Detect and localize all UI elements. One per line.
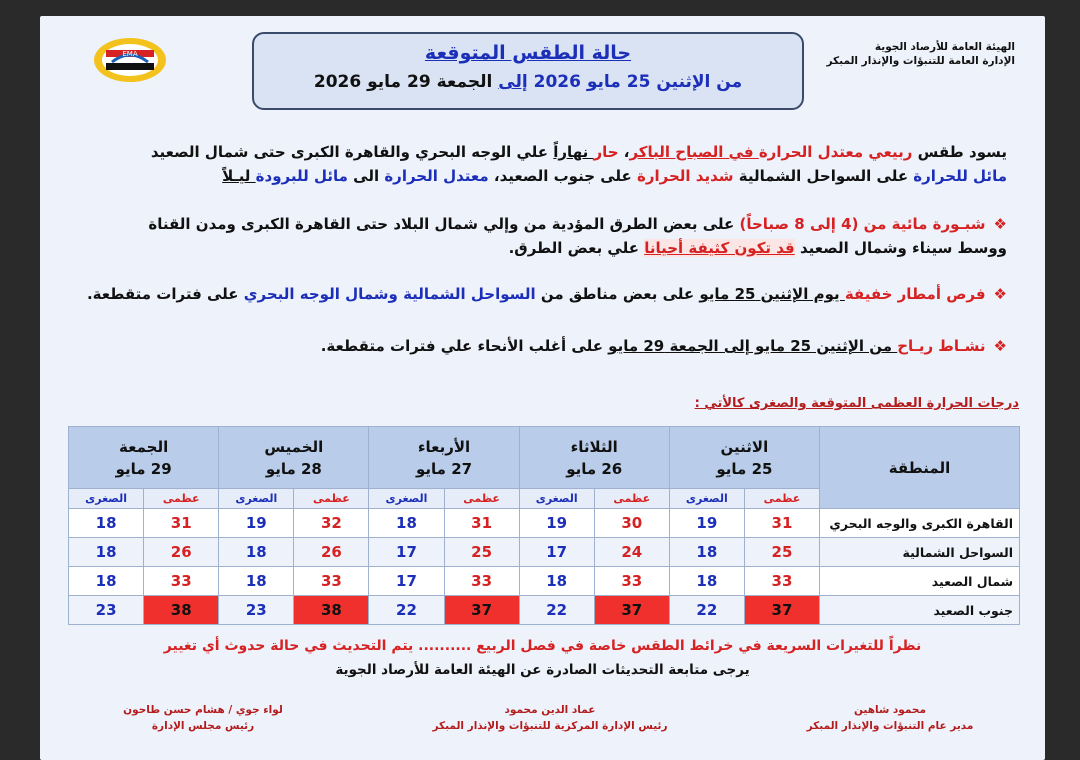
diamond-bullet-icon: ❖ <box>993 285 1007 303</box>
summary-line-1 <box>67 140 1007 164</box>
bullet-text: يوم الإثنين 25 مايو <box>699 285 845 303</box>
signature-name: محمود شاهين <box>853 704 927 716</box>
min-label: الصغرى <box>369 489 444 509</box>
ema-logo-icon <box>92 36 168 84</box>
region-cell: القاهرة الكبرى والوجه البحري <box>820 509 1020 538</box>
weather-summary <box>67 140 1007 188</box>
max-temp-cell: 33 <box>444 567 519 596</box>
min-temp-cell: 18 <box>69 567 144 596</box>
max-temp-cell-hot: 37 <box>444 596 519 625</box>
max-temp-cell: 25 <box>744 538 819 567</box>
max-label: عظمى <box>444 489 519 509</box>
max-temp-cell: 24 <box>594 538 669 567</box>
bulletin-page <box>40 16 1045 760</box>
diamond-bullet-icon: ❖ <box>993 337 1007 355</box>
max-temp-cell: 30 <box>594 509 669 538</box>
min-label: الصغرى <box>669 489 744 509</box>
min-temp-cell: 18 <box>219 538 294 567</box>
table-row <box>69 509 1020 538</box>
bullet-highlight: نشـاط ريـاح <box>897 337 986 355</box>
max-label: عظمى <box>294 489 369 509</box>
org-line-2: الإدارة العامة للتنبؤات والإنذار المبكر <box>826 55 1015 67</box>
max-temp-cell-hot: 37 <box>744 596 819 625</box>
signature-block <box>98 702 308 734</box>
page-title: حالة الطقس المتوقعة <box>424 42 632 64</box>
day-header: الأربعاء 27 مايو <box>369 427 519 489</box>
table-day-header-row <box>69 427 1020 489</box>
temperature-table-heading: درجات الحرارة العظمى المتوقعة والصغرى كالأتي : <box>694 396 1019 411</box>
max-temp-cell: 33 <box>294 567 369 596</box>
summary-text: علي الوجه البحري والقاهرة الكبرى حتى شمال الصعيد <box>150 143 554 161</box>
period-to: الجمعة 29 مايو 2026 <box>313 72 493 92</box>
max-label: عظمى <box>744 489 819 509</box>
min-temp-cell: 18 <box>219 567 294 596</box>
signature-name: عماد الدين محمود <box>504 704 596 716</box>
min-temp-cell: 23 <box>69 596 144 625</box>
period-to-word: إلى <box>498 72 528 92</box>
summary-text: نهاراً <box>553 143 594 161</box>
max-temp-cell: 26 <box>294 538 369 567</box>
signature-role: رئيس مجلس الإدارة <box>151 720 255 732</box>
min-temp-cell: 18 <box>369 509 444 538</box>
min-temp-cell: 18 <box>69 509 144 538</box>
bullet-text: ووسط سيناء وشمال الصعيد <box>794 239 1007 257</box>
summary-highlight: في الصباح الباكر <box>629 143 759 161</box>
region-cell: السواحل الشمالية <box>820 538 1020 567</box>
bullet-text: على فترات متقطعة. <box>86 285 244 303</box>
min-temp-cell: 19 <box>669 509 744 538</box>
max-temp-cell: 26 <box>144 538 219 567</box>
min-label: الصغرى <box>219 489 294 509</box>
day-header: الخميس 28 مايو <box>219 427 369 489</box>
summary-highlight: مائل للحرارة <box>913 167 1007 185</box>
table-row <box>69 567 1020 596</box>
bullet-text: علي بعض الطرق. <box>508 239 645 257</box>
max-temp-cell: 33 <box>594 567 669 596</box>
bullet-highlight: السواحل الشمالية وشمال الوجه البحري <box>243 285 536 303</box>
signature-role: رئيس الإدارة المركزية للتنبؤات والإنذار المبكر <box>432 720 668 732</box>
bullet-text: على أغلب الأنحاء علي فترات متقطعة. <box>320 337 609 355</box>
organization-name <box>795 40 1015 68</box>
bullet-fog <box>67 212 1007 260</box>
max-temp-cell-hot: 38 <box>144 596 219 625</box>
max-temp-cell: 25 <box>444 538 519 567</box>
max-temp-cell: 31 <box>744 509 819 538</box>
day-header: الجمعة 29 مايو <box>69 427 219 489</box>
min-temp-cell: 19 <box>219 509 294 538</box>
signature-role: مدير عام التنبؤات والإنذار المبكر <box>806 720 974 732</box>
min-temp-cell: 22 <box>669 596 744 625</box>
summary-text: ، <box>618 143 630 161</box>
bullet-text: على بعض مناطق من <box>535 285 700 303</box>
summary-highlight: حار <box>593 143 619 161</box>
summary-highlight: ربيعي معتدل الحرارة <box>758 143 913 161</box>
region-cell: جنوب الصعيد <box>820 596 1020 625</box>
bullet-text: على بعض الطرق المؤدية من وإلي شمال البلاد حتى القاهرة الكبرى ومدن القناة <box>148 215 740 233</box>
min-label: الصغرى <box>69 489 144 509</box>
signature-name: لواء جوي / هشام حسن طاحون <box>123 704 283 716</box>
follow-notice: يرجى متابعة التحديثات الصادرة عن الهيئة العامة للأرصاد الجوية <box>335 662 750 678</box>
logo-text: EMA <box>122 50 138 58</box>
min-temp-cell: 17 <box>519 538 594 567</box>
max-temp-cell-hot: 38 <box>294 596 369 625</box>
temperature-table <box>68 426 1020 625</box>
min-temp-cell: 18 <box>519 567 594 596</box>
signature-block <box>775 702 1005 734</box>
region-column-header: المنطقة <box>820 427 1020 509</box>
forecast-period <box>254 72 802 92</box>
diamond-bullet-icon: ❖ <box>993 215 1007 233</box>
summary-text: يسود طقس <box>912 143 1007 161</box>
max-label: عظمى <box>594 489 669 509</box>
max-temp-cell: 33 <box>144 567 219 596</box>
period-from: من الإثنين 25 مايو 2026 <box>533 72 743 92</box>
bullet-warning: قد تكون كثيفة أحيانا <box>644 239 795 257</box>
region-cell: شمال الصعيد <box>820 567 1020 596</box>
day-header: الاثنين 25 مايو <box>669 427 819 489</box>
min-temp-cell: 18 <box>669 567 744 596</box>
bullet-text: من الإثنين 25 مايو إلى الجمعة 29 مايو <box>608 337 898 355</box>
day-header: الثلاثاء 26 مايو <box>519 427 669 489</box>
bullet-highlight: فرص أمطار خفيفة <box>844 285 986 303</box>
max-temp-cell-hot: 37 <box>594 596 669 625</box>
summary-line-2 <box>67 164 1007 188</box>
min-temp-cell: 18 <box>69 538 144 567</box>
max-temp-cell: 33 <box>744 567 819 596</box>
max-temp-cell: 31 <box>144 509 219 538</box>
summary-text: على جنوب الصعيد، <box>488 167 638 185</box>
min-label: الصغرى <box>519 489 594 509</box>
summary-highlight: معتدل الحرارة <box>384 167 489 185</box>
min-temp-cell: 17 <box>369 567 444 596</box>
min-temp-cell: 18 <box>669 538 744 567</box>
min-temp-cell: 19 <box>519 509 594 538</box>
summary-text: الى <box>347 167 385 185</box>
org-line-1: الهيئة العامة للأرصاد الجوية <box>874 41 1015 53</box>
bullet-rain <box>67 282 1007 306</box>
max-label: عظمى <box>144 489 219 509</box>
min-temp-cell: 23 <box>219 596 294 625</box>
update-notice: نظراً للتغيرات السريعة في خرائط الطقس خاصة في فصل الربيع .......... يتم التحديث في حالة حدوث أي تغيير <box>163 638 922 654</box>
bullet-highlight: شبـورة مائية من (4 إلى 8 صباحاً) <box>739 215 986 233</box>
max-temp-cell: 31 <box>444 509 519 538</box>
table-row <box>69 538 1020 567</box>
summary-text: ليـلاً <box>222 167 256 185</box>
min-temp-cell: 22 <box>519 596 594 625</box>
title-box <box>252 32 804 110</box>
max-temp-cell: 32 <box>294 509 369 538</box>
signature-block <box>420 702 680 734</box>
summary-highlight: مائل للبرودة <box>255 167 348 185</box>
table-row <box>69 596 1020 625</box>
min-temp-cell: 22 <box>369 596 444 625</box>
min-temp-cell: 17 <box>369 538 444 567</box>
summary-highlight: شديد الحرارة <box>637 167 734 185</box>
bullet-wind <box>67 334 1007 358</box>
summary-text: على السواحل الشمالية <box>733 167 914 185</box>
